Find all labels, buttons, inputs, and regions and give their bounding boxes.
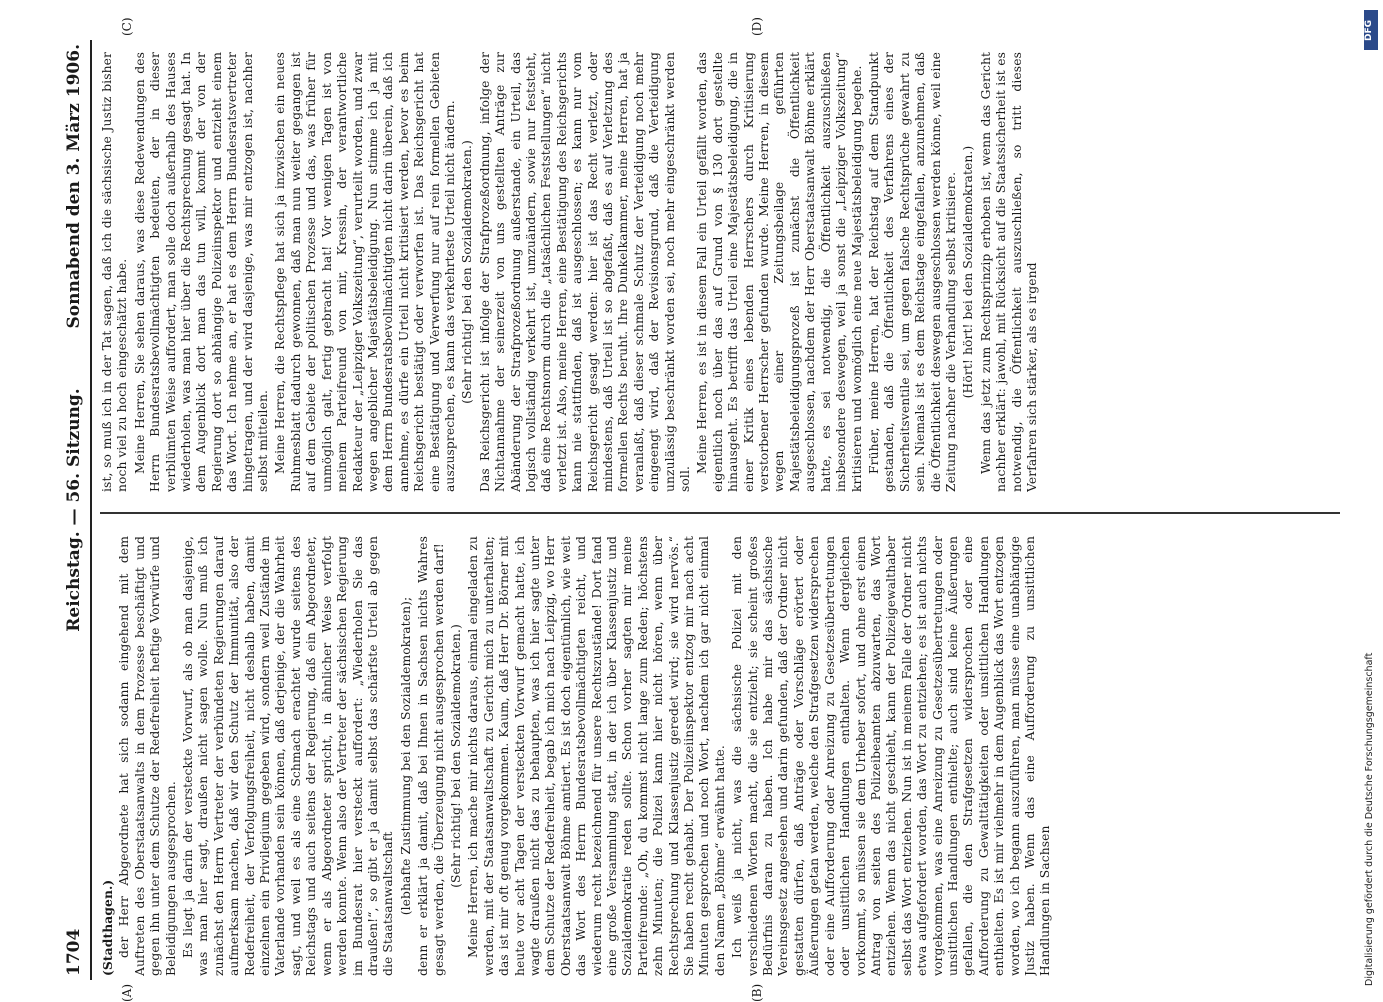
page-header [60,40,92,980]
right-column [100,52,1340,492]
margin-marker-d: (D) [750,17,764,36]
interjection: (Sehr richtig! bei den Sozialdemokraten.) [460,140,475,404]
session-date: Sonnabend den 3. März 1906. [64,44,84,329]
page-number: 1704 [64,928,84,976]
interjection: (lebhafte Zustimmung bei den Sozialdemokraten); [398,596,413,916]
column-divider [100,512,1340,514]
paragraph: Meine Herren, es ist in diesem Fall ein Urteil gefällt worden, das eigentlich noch über das auf Grund von § 130 dort gestellte hinausgeht. Es betrifft das Urteil eine Majestätsbeleidigung, die in einer Kritik eines lebenden Herrschers durch Kritisierung verstorbener Herrscher gefunden wurde. Meine Herren, in diesem wegen einer Zeitungsbeilage geführten Majestätsbeleidigungsprozeß ist zunächst die Öffentlichkeit ausgeschlossen, nachdem der Herr Oberstaatsanwalt Böhme erklärt hatte, es sei notwendig, die Öffentlichkeit auszuschließen insbesondere deswegen, weil ja sonst die „Leipziger Volkszeitung“ kritisieren und womöglich eine neue Majestätsbeleidigung begehe. [695,52,864,492]
paragraph: der Herr Abgeordnete hat sich sodann eingehend mit dem Auftreten des Oberstaatsanwalts in dem Prozesse beschäftigt und gegen ihn unter dem Schutze der Redefreiheit heftige Vorwürfe und Beleidigungen ausgesprochen. [117,536,178,976]
margin-marker-b: (B) [750,983,764,1002]
session-title: Reichstag. — 56. Sitzung. [64,388,84,632]
digitization-credit: Digitalisierung gefördert durch die Deutsche Forschungsgemeinschaft [1364,652,1375,986]
interjection: (Hört! hört! bei den Sozialdemokraten.) [961,145,976,399]
left-column [100,536,1340,976]
margin-marker-c: (C) [120,17,134,36]
paragraph: Wenn das jetzt zum Rechtsprinzip erhoben ist, wenn das Gericht nachher erklärt: jawohl, mit Rücksicht auf die Staatssicherheit ist es notwendig, die Öffentlichkeit auszuschließen, so tritt dieses Verfahren sich stärker, als es irgend [978,52,1039,492]
paragraph: Meine Herren, ich mache mir nichts daraus, einmal eingeladen zu werden, mit der Staatsanwaltschaft zu Gericht mich zu unterhalten; das ist mir oft genug vorgekommen. Kaum, daß Herr Dr. Börner mit heute vor acht Tagen der versteckten Vorwurf gemacht hatte, ich wagte draußen nicht das zu behaupten, was ich hier sagte unter dem Schutze der Redefreiheit, begab ich mich nach Leipzig, wo Herr Oberstaatsanwalt Böhme amtiert. Es ist doch eigentümlich, wie weit das Wort des Herrn Bundesratsbevollmächtigten reicht, und wiederum recht bezeichnend für unsere Rechtszustände! Dort fand eine große Versammlung statt, in der ich über Klassenjustiz und Sozialdemokratie reden sollte. Schon vorher sagten mir meine Parteifreunde: „Oh, du kommst nicht lange zum Reden; höchstens zehn Minuten; die Polizei kann hier nicht hören, wenn über Rechtsprechung und Klassenjustiz geredet wird; sie wird nervös.“ Sie haben recht gehabt. Der Polizeiinspektor entzog mir nach acht Minuten gesprochen und noch Wort, nachdem ich gar nicht einmal den Namen „Böhme“ erwähnt hatte. [466,536,727,976]
paragraph: Meine Herren, Sie sehen daraus, was diese Redewendungen des Herrn Bundesratsbevollmächtigten bedeuten, der in dieser verblümten Weise auffordert, man solle doch außerhalb des Hauses wiederholen, was man hier über die Rechtsprechung gesagt hat. In dem Augenblick dort man das tun will, kommt der von der Regierung dort so abhängige Polizeiinspektor und entzieht einem das Wort. Ich nehme an, er hat es dem Herrn Bundesratsvertreter hingetragen, und der wird dasjenige, was mir entzogen ist, nachher selbst mitteilen. [132,52,271,492]
margin-marker-a: (A) [120,983,134,1002]
paragraph: Früher, meine Herren, hat der Reichstag auf dem Standpunkt gestanden, daß die Öffentlichkeit des Verfahrens eines der Sicherheitsventile sei, um gegen falsche Rechtsprüche gewahrt zu sein. Niemals ist es dem Reichstage eingefallen, anzunehmen, daß die Öffentlichkeit deswegen ausgeschlossen werden könne, weil eine Zeitung nachher die Verhandlung selbst kritisiere. [866,52,958,492]
interjection: (Sehr richtig! bei den Sozialdemokraten.) [448,624,463,888]
paragraph: Es liegt ja darin der versteckte Vorwurf, als ob man dasjenige, was man hier sagt, draußen nicht sagen wolle. Nun muß ich zunächst den Herrn Vertreter der verbündeten Regierungen darauf aufmerksam machen, daß wir den Schutz der Immunität, also der Redefreiheit, der Verfolgungsfreiheit, nicht deshalb haben, damit einzelnen ein Privilegium gegeben wird, sondern weil Zustände im Vaterlande vorhanden sein können, daß derjenige, der die Wahrheit sagt, und weil es als eine Schmach erachtet wurde seitens des Reichstags und auch seitens der Regierung, daß ein Abgeordneter, wenn er als Abgeordneter spricht, in ähnlicher Weise verfolgt werden konnte. Wenn also der Vertreter der sächsischen Regierung im Bundesrat hier versteckt auffordert: „Wiederholen Sie das draußen!“, so gibt er ja damit selbst das schärfste Urteil ab gegen die Staatsanwaltschaft [181,536,396,976]
paragraph: Ich weiß ja nicht, was die sächsische Polizei mit den verschiedenen Worten macht, die sie entzieht; sie scheint großes Bedürfnis daran zu haben. Ich habe mir das sächsische Vereinsgesetz angesehen und darin gefunden, daß der Ordner nicht gestatten dürfen, daß Anträge oder Vorschläge erörtert oder Äußerungen getan werden, welche den Strafgesetzen widersprechen oder eine Aufforderung oder Anreizung zu Gesetzesübertretungen oder unsittlichen Handlungen enthalten. Wenn dergleichen vorkommt, so müssen sie dem Urheber sofort, und ohne erst einen Antrag von seiten des Polizeibeamten abzuwarten, das Wort entziehen. Wenn das nicht geschieht, kann der Polizeigewalthaber selbst das Wort entziehen. Nun ist in meinem Falle der Ordner nicht etwa aufgefordert worden, das Wort zu entziehen; es ist auch nichts vorgekommen, was eine Anreizung zu Gesetzesübertretungen oder unsittlichen Handlungen enthielte; auch sind keine Äußerungen gefallen, die den Strafgesetzen widersprochen oder eine Aufforderung zu Gewalttätigkeiten oder unsittlichen Handlungen enthielten. Es ist mir vielmehr in dem Augenblick das Wort entzogen worden, wo ich begann auszuführen, man müsse eine unabhängige Justiz haben. Wenn das eine Aufforderung zu unsittlichen Handlungen in Sachsen [730,536,1053,976]
dfg-logo: DFG [1364,10,1378,50]
paragraph: ist, so muß ich in der Tat sagen, daß ich die sächsische Justiz bisher noch viel zu hoch eingeschätzt habe. [100,52,130,492]
paragraph: denn er erklärt ja damit, daß bei Ihnen in Sachsen nichts Wahres gesagt werden, die Überzeugung nicht ausgesprochen werden darf! [416,536,446,976]
rotated-page-content [60,17,1360,1002]
paragraph: Meine Herren, die Rechtspflege hat sich ja inzwischen ein neues Ruhmesblatt dadurch gewonnen, daß man nun weiter gegangen ist auf dem Gebiete der politischen Prozesse und das, was früher für unmöglich galt, fertig gebracht hat! Vor wenigen Tagen ist von meinem Parteifreund von mir, Kressin, der verantwortliche Redakteur der „Leipziger Volkszeitung“, verurteilt worden, und zwar wegen angeblicher Majestätsbeleidigung. Nun stimme ich ja mit dem Herrn Bundesratsbevollmächtigten nicht darin überein, daß ich annehme, es dürfe ein Urteil nicht kritisiert werden, bevor es beim Reichsgericht bestätigt oder verworfen ist. Das Reichsgericht hat eine Bestätigung und Verwerfung nur auf rein formellen Gebieten auszusprechen, es kann das verkehrteste Urteil nicht ändern. [273,52,457,492]
speaker-name: (Stadthagen.) [100,879,115,976]
paragraph: Das Reichsgericht ist infolge der Strafprozeßordnung, infolge der Nichtannahme der seinerzeit von uns gestellten Anträge zur Abänderung der Strafprozeßordnung außerstande, ein Urteil, das logisch vollständig verkehrt ist, umzuändern, sowie nur feststeht, daß eine Rechtsnorm durch die „tatsächlichen Feststellungen“ nicht verletzt ist. Also, meine Herren, eine Bestätigung des Reichsgerichts kann nie stattfinden, daß ist ausgeschlossen; es kann nur vom Reichsgericht gesagt werden: hier ist das Recht verletzt, oder mindestens, daß Urteil ist so abgefaßt, daß es auf Verletzung des formellen Rechts beruht. Ihre Dunkelkammer, meine Herren, hat ja veranlaßt, daß dieser schmale Schutz der Verteidigung noch mehr eingeengt wird, daß der Revisionsgrund, daß die Verteidigung unzulässig beschränkt worden sei, noch mehr eingeschränkt werden soll. [477,52,693,492]
